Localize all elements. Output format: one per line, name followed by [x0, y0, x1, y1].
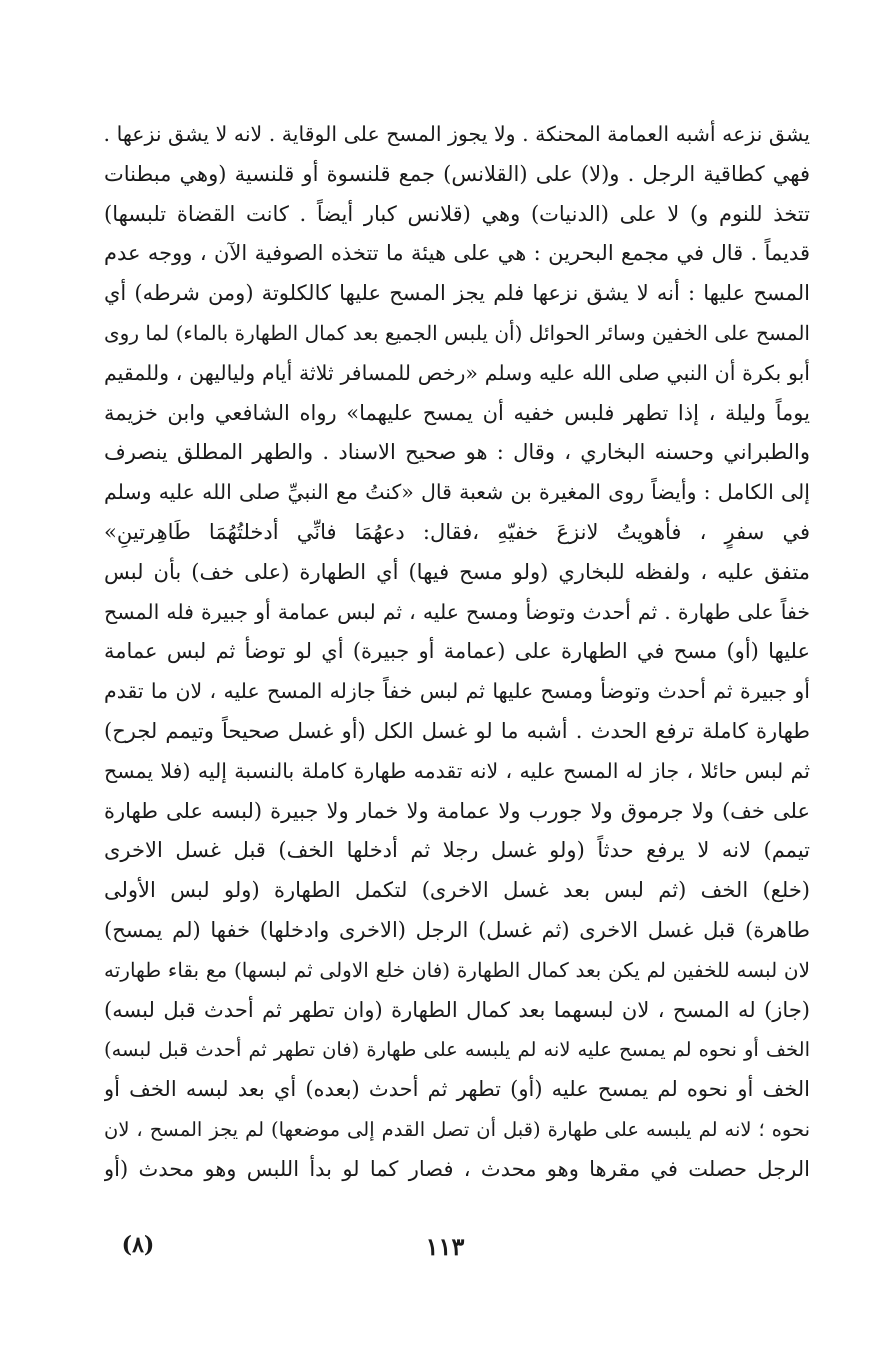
- text-line: (جاز) له المسح ، لان لبسهما بعد كمال الطهارة (وان تطهر ثم أحدث قبل لبسه): [104, 997, 810, 1022]
- text-line: إلى الكامل : وأيضاً روى المغيرة بن شعبة قال «كنتُ مع النبيِّ صلى الله عليه وسلم: [104, 480, 810, 505]
- text-line: طهارة كاملة ترفع الحدث . أشبه ما لو غسل الكل (أو غسل صحيحاً وتيمم لجرح): [104, 718, 810, 743]
- text-line: عليها (أو) مسح في الطهارة على (عمامة أو جبيرة) أي لو توضأ ثم لبس عمامة: [104, 639, 810, 664]
- text-line: (خلع) الخف (ثم لبس بعد غسل الاخرى) لتكمل الطهارة (ولو لبس الأولى: [104, 878, 810, 903]
- text-line: الرجل حصلت في مقرها وهو محدث ، فصار كما لو بدأ اللبس وهو محدث (أو: [104, 1156, 810, 1181]
- signature-mark: (٨): [121, 1232, 155, 1258]
- text-line: الخف أو نحوه لم يمسح عليه لانه لم يلبسه على طهارة (فان تطهر ثم أحدث قبل لبسه): [104, 1038, 810, 1062]
- text-line: لان لبسه للخفين لم يكن بعد كمال الطهارة (فان خلع الاولى ثم لبسها) مع بقاء طهارته: [104, 957, 810, 982]
- text-line: قديماً . قال في مجمع البحرين : هي على هيئة ما تتخذه الصوفية الآن ، ووجه عدم: [104, 241, 810, 266]
- text-line: يشق نزعه أشبه العمامة المحنكة . ولا يجوز المسح على الوقاية . لانه لا يشق نزعها .: [104, 122, 810, 146]
- text-line: والطبراني وحسنه البخاري ، وقال : هو صحيح الاسناد . والطهر المطلق ينصرف: [104, 440, 810, 465]
- text-line: أو جبيرة ثم أحدث وتوضأ ومسح عليها ثم لبس خفاً جازله المسح عليه ، لان ما تقدم: [104, 679, 810, 704]
- text-line: المسح عليها : أنه لا يشق نزعها فلم يجز المسح عليها كالكلوتة (ومن شرطه) أي: [104, 281, 810, 306]
- text-line: يوماً وليلة ، إذا تطهر فلبس خفيه أن يمسح عليهما» رواه الشافعي وابن خزيمة: [104, 400, 810, 425]
- text-line: نحوه ؛ لانه لم يلبسه على طهارة (قبل أن تصل القدم إلى موضعها) لم يجز المسح ، لان: [104, 1117, 810, 1141]
- text-line: تيمم) لانه لا يرفع حدثاً (ولو غسل رجلا ثم أدخلها الخف) قبل غسل الاخرى: [104, 838, 810, 863]
- body-text: [104, 115, 810, 1190]
- text-line: المسح على الخفين وسائر الحوائل (أن يلبس الجميع بعد كمال الطهارة بالماء) لما روى: [104, 320, 810, 345]
- text-line: طاهرة) قبل غسل الاخرى (ثم غسل) الرجل (الاخرى وادخلها) خفها (لم يمسح): [104, 917, 810, 942]
- text-line: ثم لبس حائلا ، جاز له المسح عليه ، لانه تقدمه طهارة كاملة بالنسبة إليه (فلا يمسح: [104, 758, 810, 783]
- text-line: تتخذ للنوم و) لا على (الدنيات) وهي (قلانس كبار أيضاً . كانت القضاة تلبسها): [104, 201, 810, 226]
- text-line: متفق عليه ، ولفظه للبخاري (ولو مسح فيها) أي الطهارة (على خف) بأن لبس: [104, 559, 810, 584]
- text-line: في سفرٍ ، فأهويتُ لانزعَ خفيّهِ ،فقال: دعهُمَا فانِّي أدخلتُهُمَا طَاهِرتينِ»: [104, 519, 810, 544]
- page-number: ١١٣: [425, 1232, 465, 1261]
- text-line: فهي كطاقية الرجل . و(لا) على (القلانس) جمع قلنسوة أو قلنسية (وهي مبطنات: [104, 161, 810, 186]
- text-line: خفاً على طهارة . ثم أحدث وتوضأ ومسح عليه ، ثم لبس عمامة أو جبيرة فله المسح: [104, 599, 810, 624]
- text-line: على خف) ولا جرموق ولا جورب ولا عمامة ولا خمار ولا جبيرة (لبسه على طهارة: [104, 798, 810, 823]
- text-line: الخف أو نحوه لم يمسح عليه (أو) تطهر ثم أحدث (بعده) أي بعد لبسه الخف أو: [104, 1077, 810, 1102]
- text-line: أبو بكرة أن النبي صلى الله عليه وسلم «رخص للمسافر ثلاثة أيام ولياليهن ، وللمقيم: [104, 360, 810, 385]
- page-footer: [0, 1232, 885, 1272]
